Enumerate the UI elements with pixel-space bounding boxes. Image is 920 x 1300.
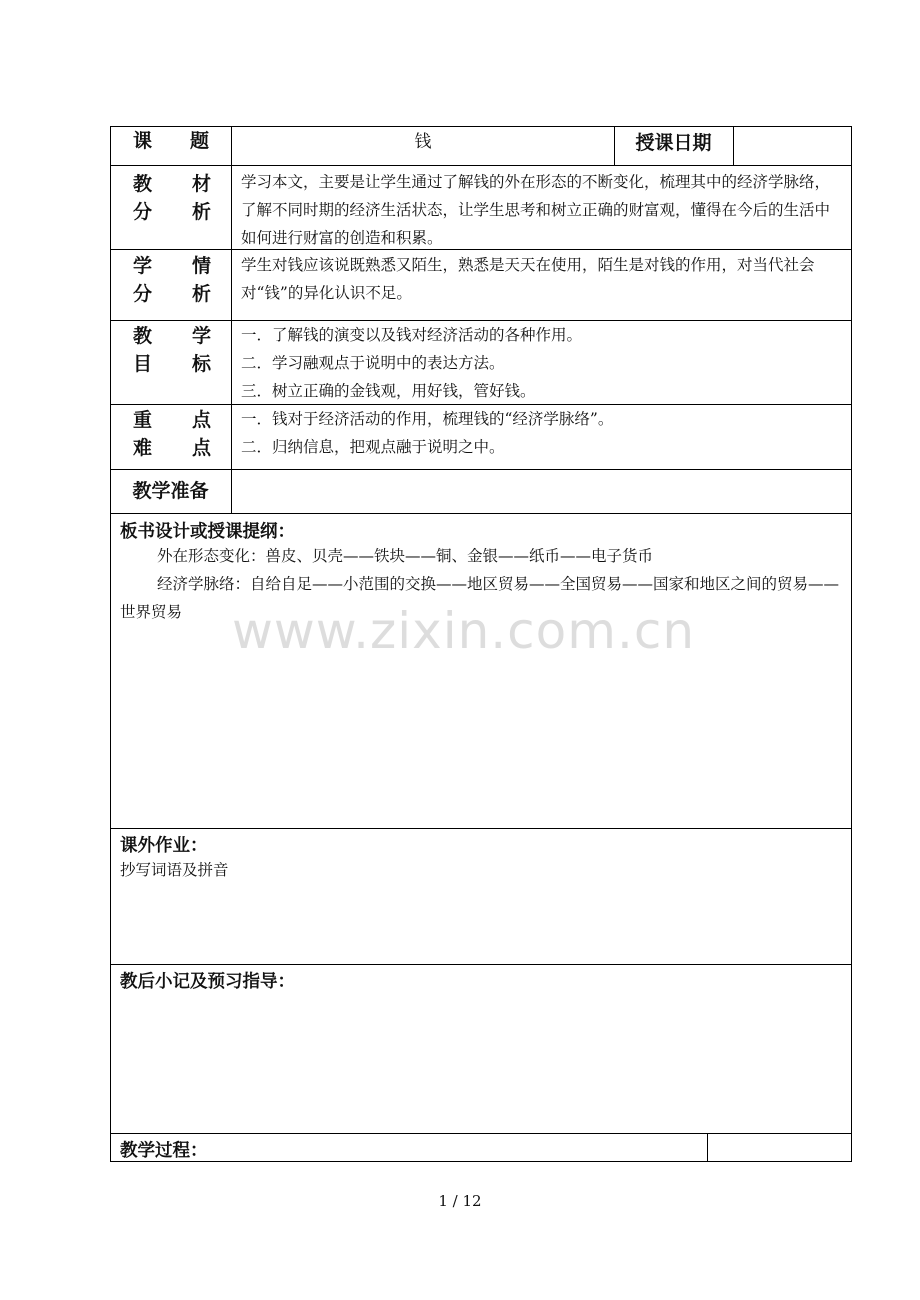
objective-item: 三．树立正确的金钱观，用好钱，管好钱。 — [241, 382, 536, 400]
material-analysis-label: 教材 分析 — [133, 173, 211, 223]
watermark: www.zixin.com.cn — [232, 602, 696, 660]
key-points-list — [241, 405, 844, 461]
row-divider — [110, 964, 852, 965]
preparation-label: 教学准备 — [132, 480, 209, 502]
key-points-label: 重点 难点 — [133, 409, 211, 459]
title-label: 课 题 — [133, 130, 209, 152]
objective-item: 一．了解钱的演变以及钱对经济活动的各种作用。 — [241, 326, 583, 344]
row-divider — [110, 513, 852, 514]
board-design-content — [120, 542, 844, 626]
title-value: 钱 — [414, 132, 432, 152]
row-divider — [110, 469, 852, 470]
date-label: 授课日期 — [635, 132, 712, 154]
objective-item: 二．学习融观点于说明中的表达方法。 — [241, 354, 505, 372]
row-divider — [110, 1133, 852, 1134]
student-analysis-content: 学生对钱应该说既熟悉又陌生，熟悉是天天在使用，陌生是对钱的作用，对当代社会对“钱”的异化认识不足。 — [241, 256, 815, 302]
row-divider — [110, 828, 852, 829]
board-design-title: 板书设计或授课提纲： — [120, 522, 295, 542]
board-design-line: 外在形态变化：兽皮、贝壳——铁块——铜、金银——纸币——电子货币 — [157, 547, 654, 565]
process-title: 教学过程： — [120, 1141, 208, 1161]
objectives-label: 教学 目标 — [133, 325, 211, 375]
objectives-list — [241, 321, 844, 405]
reflection-title: 教后小记及预习指导： — [120, 972, 295, 992]
page-number: 1 / 12 — [438, 1192, 482, 1210]
column-divider — [707, 1133, 708, 1162]
column-divider — [733, 126, 734, 165]
column-divider — [231, 126, 232, 513]
row-divider — [110, 165, 852, 166]
student-analysis-label: 学情 分析 — [133, 255, 211, 305]
homework-content: 抄写词语及拼音 — [120, 861, 229, 879]
key-point-item: 一．钱对于经济活动的作用，梳理钱的“经济学脉络”。 — [241, 410, 614, 428]
material-analysis-content: 学习本文，主要是让学生通过了解钱的外在形态的不断变化，梳理其中的经济学脉络，了解不同时期的经济生活状态，让学生思考和树立正确的财富观，懂得在今后的生活中如何进行财富的创造和积累。 — [241, 173, 831, 247]
key-point-item: 二．归纳信息，把观点融于说明之中。 — [241, 438, 505, 456]
homework-title: 课外作业： — [120, 836, 208, 856]
board-design-line: 经济学脉络：自给自足——小范围的交换——地区贸易——全国贸易——国家和地区之间的贸易——世界贸易 — [120, 575, 840, 621]
